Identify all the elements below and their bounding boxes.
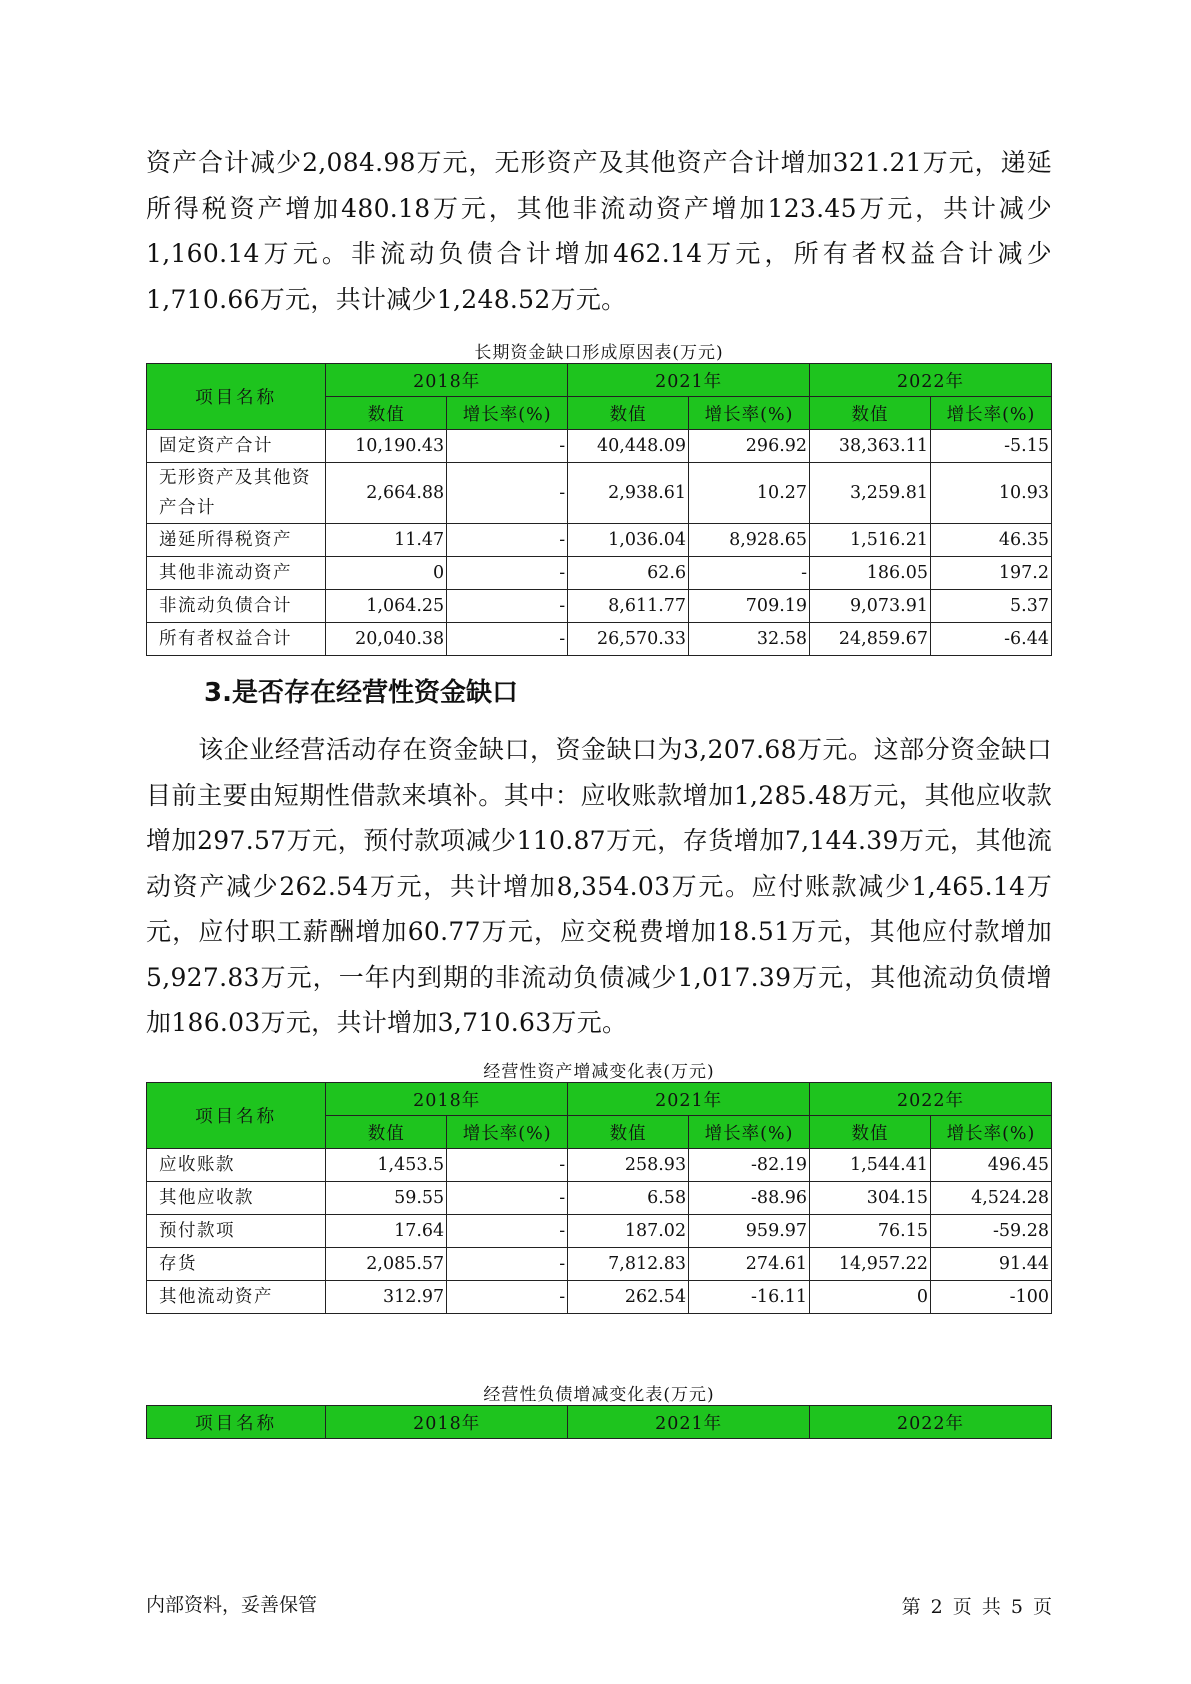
- cell-value: 312.97: [326, 1281, 447, 1314]
- table-row: [147, 430, 1052, 463]
- cell-growth: -: [447, 463, 568, 524]
- cell-value: 2,938.61: [568, 463, 689, 524]
- cell-value: 9,073.91: [810, 590, 931, 623]
- cell-growth: -: [447, 1248, 568, 1281]
- header-year-2021: 2021年: [568, 1406, 810, 1439]
- cell-value: 10,190.43: [326, 430, 447, 463]
- cell-value: 38,363.11: [810, 430, 931, 463]
- cell-value: 187.02: [568, 1215, 689, 1248]
- cell-growth: -: [447, 557, 568, 590]
- cell-growth: -59.28: [930, 1215, 1051, 1248]
- cell-value: 304.15: [810, 1182, 931, 1215]
- header-growth: 增长率(%): [447, 1116, 568, 1149]
- header-growth: 增长率(%): [930, 397, 1051, 430]
- cell-growth: 5.37: [930, 590, 1051, 623]
- table3-caption: 经营性负债增减变化表(万元): [483, 1385, 715, 1405]
- cell-value: 1,544.41: [810, 1149, 931, 1182]
- row-name: 预付款项: [147, 1215, 326, 1248]
- table-row: [147, 623, 1052, 656]
- cell-growth: 959.97: [689, 1215, 810, 1248]
- cell-growth: -100: [930, 1281, 1051, 1314]
- footer-page-number: 第 2 页 共 5 页: [901, 1596, 1052, 1618]
- cell-growth: 496.45: [930, 1149, 1051, 1182]
- header-year-2018: 2018年: [326, 1406, 568, 1439]
- header-year-2022: 2022年: [810, 1083, 1052, 1116]
- cell-growth: 4,524.28: [930, 1182, 1051, 1215]
- cell-growth: 32.58: [689, 623, 810, 656]
- cell-value: 59.55: [326, 1182, 447, 1215]
- table-row: [147, 1182, 1052, 1215]
- paragraph-operating-gap-text: 该企业经营活动存在资金缺口，资金缺口为3,207.68万元。这部分资金缺口目前主要由短期性借款来填补。其中：应收账款增加1,285.48万元，其他应收款增加297.57万元，预付款项减少110.87万元，存货增加7,144.39万元，其他流动资产减少262.54万元，共计增加8,354.03万元。应付账款减少1,465.14万元，应付职工薪酬增加60.77万元，应交税费增加18.51万元，其他应付款增加5,927.83万元，一年内到期的非流动负债减少1,017.39万元，其他流动负债增加186.03万元，共计增加3,710.63万元。: [146, 735, 1052, 1037]
- cell-value: 262.54: [568, 1281, 689, 1314]
- header-value: 数值: [326, 397, 447, 430]
- header-growth: 增长率(%): [689, 1116, 810, 1149]
- header-value: 数值: [568, 397, 689, 430]
- table-row: [147, 557, 1052, 590]
- cell-value: 20,040.38: [326, 623, 447, 656]
- cell-growth: -: [447, 430, 568, 463]
- header-item-name: 项目名称: [147, 1083, 326, 1149]
- paragraph-operating-gap: [146, 727, 1052, 1046]
- cell-value: 186.05: [810, 557, 931, 590]
- cell-growth: 10.27: [689, 463, 810, 524]
- cell-growth: -82.19: [689, 1149, 810, 1182]
- cell-value: 14,957.22: [810, 1248, 931, 1281]
- table1-caption: 长期资金缺口形成原因表(万元): [474, 343, 724, 363]
- long-term-funding-gap-table: [146, 363, 1052, 656]
- row-name: 非流动负债合计: [147, 590, 326, 623]
- operating-liabilities-table: [146, 1405, 1052, 1439]
- cell-growth: -: [447, 524, 568, 557]
- cell-growth: -: [447, 623, 568, 656]
- cell-value: 2,085.57: [326, 1248, 447, 1281]
- header-item-name: 项目名称: [147, 364, 326, 430]
- cell-growth: 46.35: [930, 524, 1051, 557]
- cell-growth: -: [447, 1149, 568, 1182]
- cell-growth: 274.61: [689, 1248, 810, 1281]
- cell-growth: 91.44: [930, 1248, 1051, 1281]
- cell-value: 3,259.81: [810, 463, 931, 524]
- header-value: 数值: [810, 1116, 931, 1149]
- cell-value: 1,036.04: [568, 524, 689, 557]
- table2-caption: 经营性资产增减变化表(万元): [483, 1062, 715, 1082]
- cell-value: 1,453.5: [326, 1149, 447, 1182]
- cell-value: 26,570.33: [568, 623, 689, 656]
- paragraph-long-term-summary: 资产合计减少2,084.98万元，无形资产及其他资产合计增加321.21万元，递延所得税资产增加480.18万元，其他非流动资产增加123.45万元，共计减少1,160.14万元。非流动负债合计增加462.14万元，所有者权益合计减少1,710.66万元，共计减少1,248.52万元。: [146, 148, 1052, 314]
- table-row: [147, 590, 1052, 623]
- header-year-2018: 2018年: [326, 364, 568, 397]
- cell-value: 8,611.77: [568, 590, 689, 623]
- cell-value: 11.47: [326, 524, 447, 557]
- table-row: [147, 524, 1052, 557]
- header-item-name: 项目名称: [147, 1406, 326, 1439]
- cell-growth: -: [447, 1281, 568, 1314]
- row-name: 其他应收款: [147, 1182, 326, 1215]
- cell-value: 6.58: [568, 1182, 689, 1215]
- row-name: 固定资产合计: [147, 430, 326, 463]
- table-row: [147, 1281, 1052, 1314]
- cell-growth: -: [447, 1182, 568, 1215]
- header-growth: 增长率(%): [447, 397, 568, 430]
- table-row: [147, 1248, 1052, 1281]
- header-year-2022: 2022年: [810, 1406, 1052, 1439]
- row-name: 无形资产及其他资产合计: [147, 463, 326, 524]
- section-heading: 3.是否存在经营性资金缺口: [204, 678, 518, 708]
- cell-growth: 709.19: [689, 590, 810, 623]
- row-name: 递延所得税资产: [147, 524, 326, 557]
- header-value: 数值: [568, 1116, 689, 1149]
- footer-confidential-note: 内部资料，妥善保管: [146, 1594, 318, 1616]
- cell-value: 7,812.83: [568, 1248, 689, 1281]
- cell-value: 62.6: [568, 557, 689, 590]
- row-name: 存货: [147, 1248, 326, 1281]
- header-year-2021: 2021年: [568, 1083, 810, 1116]
- cell-value: 2,664.88: [326, 463, 447, 524]
- cell-growth: -6.44: [930, 623, 1051, 656]
- cell-growth: 296.92: [689, 430, 810, 463]
- cell-growth: 10.93: [930, 463, 1051, 524]
- cell-growth: -: [447, 590, 568, 623]
- operating-assets-table: [146, 1082, 1052, 1314]
- header-growth: 增长率(%): [930, 1116, 1051, 1149]
- table-row: [147, 1215, 1052, 1248]
- cell-value: 0: [326, 557, 447, 590]
- header-value: 数值: [326, 1116, 447, 1149]
- cell-value: 0: [810, 1281, 931, 1314]
- header-year-2018: 2018年: [326, 1083, 568, 1116]
- row-name: 其他非流动资产: [147, 557, 326, 590]
- row-name: 其他流动资产: [147, 1281, 326, 1314]
- header-value: 数值: [810, 397, 931, 430]
- header-year-2021: 2021年: [568, 364, 810, 397]
- cell-growth: -: [689, 557, 810, 590]
- cell-value: 17.64: [326, 1215, 447, 1248]
- cell-value: 24,859.67: [810, 623, 931, 656]
- header-growth: 增长率(%): [689, 397, 810, 430]
- cell-value: 1,516.21: [810, 524, 931, 557]
- table-row: [147, 463, 1052, 524]
- table-row: [147, 1149, 1052, 1182]
- cell-growth: 8,928.65: [689, 524, 810, 557]
- row-name: 所有者权益合计: [147, 623, 326, 656]
- cell-growth: 197.2: [930, 557, 1051, 590]
- cell-value: 40,448.09: [568, 430, 689, 463]
- cell-value: 258.93: [568, 1149, 689, 1182]
- cell-growth: -: [447, 1215, 568, 1248]
- cell-growth: -16.11: [689, 1281, 810, 1314]
- cell-growth: -88.96: [689, 1182, 810, 1215]
- cell-value: 1,064.25: [326, 590, 447, 623]
- row-name: 应收账款: [147, 1149, 326, 1182]
- cell-value: 76.15: [810, 1215, 931, 1248]
- cell-growth: -5.15: [930, 430, 1051, 463]
- header-year-2022: 2022年: [810, 364, 1052, 397]
